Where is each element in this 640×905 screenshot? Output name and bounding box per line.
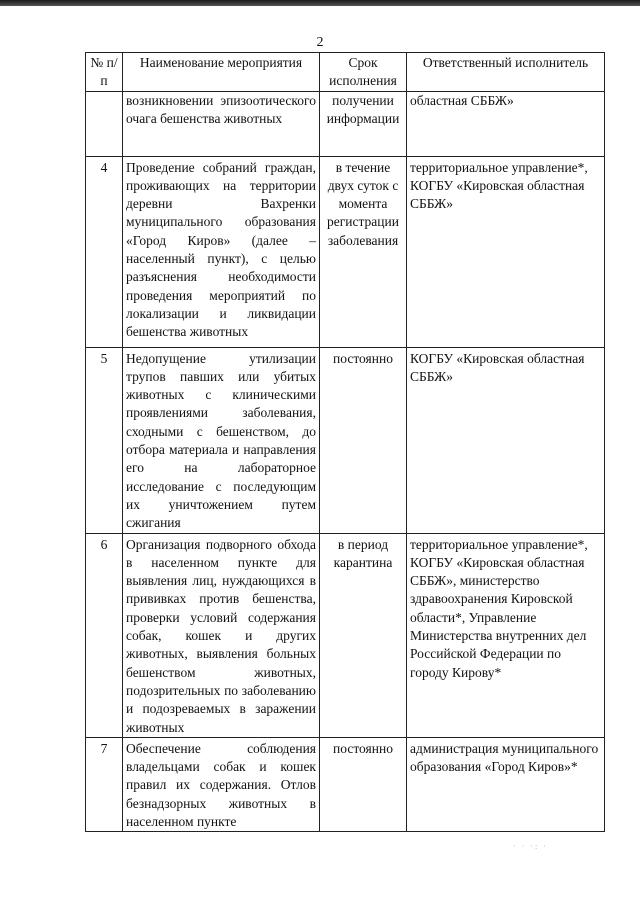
row-title: Обеспечение соблюдения владельцами собак и кошек правил их содержания. Отлов безнадзорных животных в населенном пункте <box>123 737 320 831</box>
table-row <box>86 347 605 533</box>
measures-table <box>85 52 605 832</box>
row-num <box>86 91 123 156</box>
header-num: № п/п <box>86 53 123 92</box>
scan-noise: · · ·: · <box>513 842 548 851</box>
table-row <box>86 156 605 347</box>
row-num: 4 <box>86 156 123 347</box>
table-row <box>86 533 605 737</box>
row-responsible: КОГБУ «Кировская областная СББЖ» <box>407 347 605 533</box>
header-responsible: Ответственный исполнитель <box>407 53 605 92</box>
row-deadline: постоянно <box>320 347 407 533</box>
table-header-row <box>86 53 605 92</box>
row-deadline: в течение двух суток с момента регистрации заболевания <box>320 156 407 347</box>
row-num: 5 <box>86 347 123 533</box>
page-number: 2 <box>316 35 324 50</box>
table-row <box>86 737 605 831</box>
table-row <box>86 91 605 156</box>
row-title: Проведение собраний граждан, проживающих на территории деревни Вахренки муниципального образования «Город Киров» (далее – населенный пункт), с целью разъяснения необходимости проведения мероприятий по локализации и ликвидации бешенства животных <box>123 156 320 347</box>
row-num: 6 <box>86 533 123 737</box>
row-responsible: территориальное управление*, КОГБУ «Кировская областная СББЖ» <box>407 156 605 347</box>
header-title: Наименование мероприятия <box>123 53 320 92</box>
scan-top-edge <box>0 0 640 6</box>
row-responsible: территориальное управление*, КОГБУ «Кировская областная СББЖ», министерство здравоохранения Кировской области*, Управление Министерства внутренних дел Российской Федерации по городу Кирову* <box>407 533 605 737</box>
row-responsible: областная СББЖ» <box>407 91 605 156</box>
row-deadline: в период карантина <box>320 533 407 737</box>
row-responsible: администрация муниципального образования «Город Киров»* <box>407 737 605 831</box>
row-title: Недопущение утилизации трупов павших или убитых животных с клиническими проявлениями заболевания, сходными с бешенством, до отбора материала и направления его на лабораторное исследование с последующим их уничтожением путем сжигания <box>123 347 320 533</box>
row-num: 7 <box>86 737 123 831</box>
row-title: возникновении эпизоотического очага бешенства животных <box>123 91 320 156</box>
row-deadline: постоянно <box>320 737 407 831</box>
row-deadline: получении информации <box>320 91 407 156</box>
header-deadline: Срок исполнения <box>320 53 407 92</box>
row-title: Организация подворного обхода в населенном пункте для выявления лиц, нуждающихся в прививках против бешенства, проверки условий содержания собак, кошек и других животных, выявления больных бешенством животных, подозрительных по заболеванию и подозреваемых в заражении животных <box>123 533 320 737</box>
